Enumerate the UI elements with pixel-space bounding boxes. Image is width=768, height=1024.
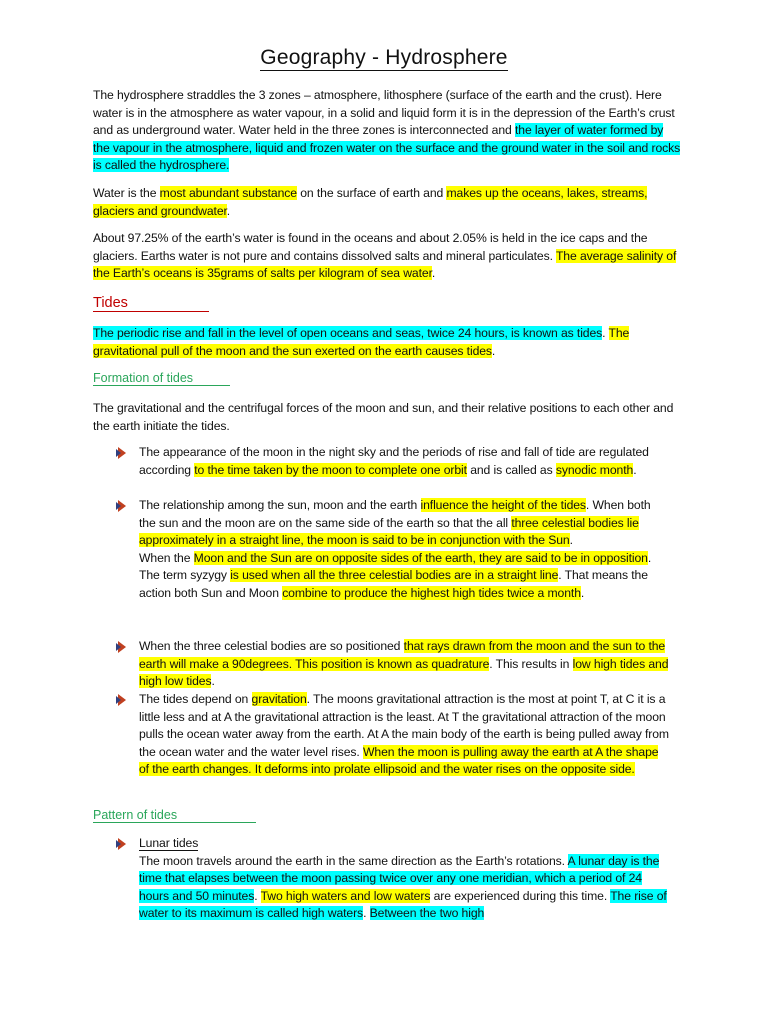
text-segment: The hydrosphere straddles the 3 zones – atmosphere, lithosphere (surface of the earth and the crust). Here water is in the atmosphere as water vapour, in a solid and liquid form it is in the depression of the Earth’s crust and as underground water. Water held in the three zones is interconnected and — [93, 88, 675, 138]
arrow-bullet-icon — [115, 447, 127, 459]
text-segment: Tides — [93, 295, 209, 312]
text-segment: . — [569, 533, 573, 548]
text-segment: . — [363, 906, 370, 921]
pattern-heading — [93, 808, 256, 823]
tides-heading — [93, 295, 209, 312]
arrow-bullet-icon — [115, 694, 127, 706]
text-segment: The term syzygy — [139, 568, 231, 583]
highlight-yellow: synodic month — [555, 462, 634, 477]
text-segment: Pattern of tides — [93, 808, 256, 823]
text-segment: When the three celestial bodies are so positioned — [139, 639, 404, 653]
text-segment: . — [647, 550, 652, 565]
highlight-cyan: The rise of water to its maximum is called high waters — [139, 888, 667, 921]
text-segment: . The moons gravitational attraction is the most at point T, at C it is a little less and at A the gravitational attraction is the least. At T the gravitational attraction of the moon pulls the ocean water away from the earth. At A the main body of the earth is being pulled away from the ocean water and the water level rises. — [139, 692, 669, 759]
intro-paragraph-1 — [93, 87, 683, 175]
text-segment: The relationship among the sun, moon and the earth — [139, 498, 421, 512]
formation-intro — [93, 400, 683, 435]
text-segment: . — [254, 888, 261, 903]
text-segment: on the surface of earth and — [296, 186, 447, 200]
text-segment: Geography - Hydrosphere — [260, 46, 508, 69]
text-segment: . — [431, 266, 436, 281]
arrow-bullet-icon — [115, 641, 127, 653]
highlight-yellow: gravitation — [251, 692, 307, 706]
text-segment: The gravitational and the centrifugal forces of the moon and sun, and their relative positions to each other and the earth initiate the tides. — [93, 401, 674, 433]
text-segment: . That means the action both Sun and Moon — [139, 568, 648, 600]
highlight-yellow: most abundant substance — [159, 186, 297, 200]
highlight-yellow: that rays drawn from the moon and the sun to the earth will make a 90degrees. This position is known as quadrature — [139, 639, 666, 671]
highlight-yellow: Two high waters and low waters — [260, 888, 431, 903]
text-segment: and is called as — [466, 462, 556, 477]
arrow-bullet-icon — [115, 838, 127, 850]
formation-bullet-4 — [139, 691, 669, 779]
tides-definition — [93, 325, 683, 360]
highlight-yellow: The average salinity of the Earth’s oceans is 35grams of salts per kilogram of sea water — [93, 248, 677, 281]
intro-paragraph-3 — [93, 230, 683, 283]
formation-bullet-1 — [139, 444, 669, 479]
text-segment: The appearance of the moon in the night sky and the periods of rise and fall of tide are regulated according — [139, 445, 649, 477]
text-segment: are experienced during this time. — [430, 888, 611, 903]
text-segment: . — [491, 343, 496, 358]
page-title — [0, 46, 768, 70]
intro-paragraph-2 — [93, 185, 683, 220]
text-segment: The tides depend on — [139, 692, 252, 706]
highlight-cyan: Between the two high — [369, 906, 485, 921]
highlight-yellow: three celestial bodies lie approximately in a straight line, the moon is said to be in conjunction with the Sun — [139, 515, 639, 548]
arrow-bullet-icon — [115, 500, 127, 512]
text-segment: When the — [139, 550, 194, 565]
text-segment: . — [211, 674, 215, 689]
text-segment: Formation of tides — [93, 371, 230, 386]
text-segment: . — [580, 585, 585, 600]
highlight-yellow: The gravitational pull of the moon and the sun exerted on the earth causes tides — [93, 326, 630, 358]
highlight-cyan: A lunar day is the time that elapses between the moon passing twice over any one meridian, which a period of 24 hours and 50 minutes — [139, 853, 660, 903]
highlight-cyan: the layer of water formed by the vapour in the atmosphere, liquid and frozen water on the surface and the ground water in the soil and rocks is called the hydrosphere. — [93, 123, 681, 173]
highlight-cyan: The periodic rise and fall in the level of open oceans and seas, twice 24 hours, is known as tides — [93, 326, 603, 340]
highlight-yellow: When the moon is pulling away the earth at A the shape of the earth changes. It deforms into prolate ellipsoid and the water rises on the opposite side. — [139, 744, 659, 777]
text-segment: About 97.25% of the earth’s water is found in the oceans and about 2.05% is held in the ice caps and the glaciers. Earths water is not pure and contains dissolved salts and mineral particulates. — [93, 231, 648, 263]
text-segment: . When both the sun and the moon are on the same side of the earth so that the all — [139, 498, 651, 530]
text-segment: . — [633, 462, 637, 477]
formation-bullet-2 — [139, 497, 669, 603]
text-segment: The moon travels around the earth in the same direction as the Earth’s rotations. — [139, 853, 568, 868]
text-segment: . This results in — [489, 656, 573, 671]
highlight-yellow: low high tides and high low tides — [139, 656, 669, 689]
highlight-yellow: makes up the oceans, lakes, streams, glaciers and groundwater — [93, 186, 648, 218]
highlight-yellow: Moon and the Sun are on opposite sides of the earth, they are said to be in opposition — [193, 550, 648, 565]
highlight-yellow: influence the height of the tides — [420, 498, 586, 512]
highlight-yellow: is used when all the three celestial bodies are in a straight line — [230, 568, 559, 583]
lunar-tides-subheading: Lunar tides — [139, 836, 199, 850]
highlight-yellow: to the time taken by the moon to complete one orbit — [194, 462, 467, 477]
text-segment: . — [226, 203, 231, 218]
text-segment: Water is the — [93, 186, 160, 200]
text-segment: . — [602, 326, 609, 340]
formation-bullet-3 — [139, 638, 669, 691]
highlight-yellow: combine to produce the highest high tides twice a month — [282, 585, 581, 600]
pattern-bullet-lunar — [139, 835, 669, 923]
formation-heading — [93, 371, 230, 386]
